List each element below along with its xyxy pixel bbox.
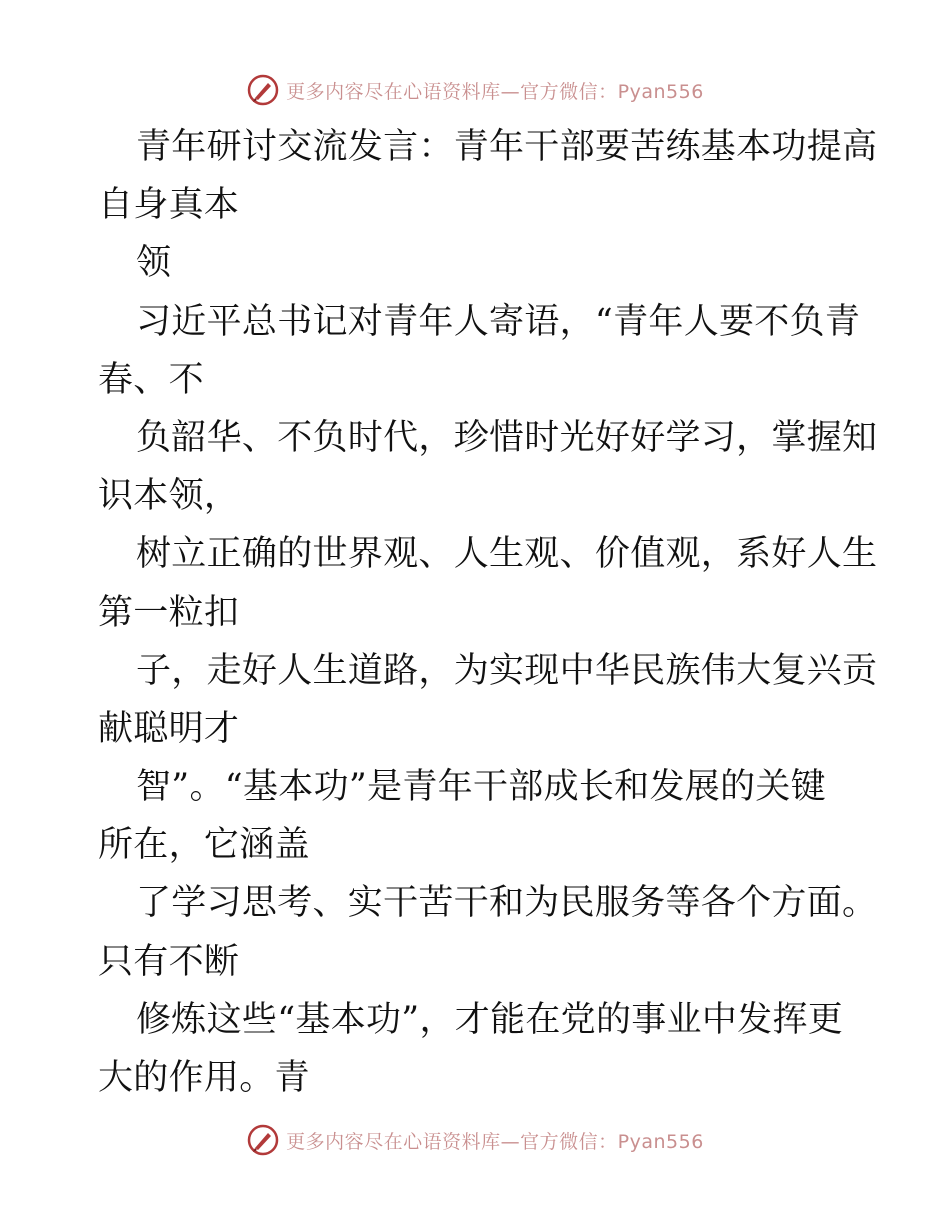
- footer-watermark-banner: [0, 1120, 950, 1160]
- text-line: 大的作用。青: [98, 1058, 310, 1098]
- text-line: 负韶华、不负时代，珍惜时光好好学习，掌握知: [136, 417, 878, 458]
- text-line: 自身真本: [98, 185, 240, 226]
- header-watermark-banner: [0, 70, 950, 110]
- text-line: 了学习思考、实干苦干和为民服务等各个方面。: [136, 883, 878, 924]
- text-line: 修炼这些“基本功”，才能在党的事业中发挥更: [136, 999, 844, 1040]
- text-line: 子，走好人生道路，为实现中华民族伟大复兴贡: [136, 650, 878, 691]
- text-line: 智”。“基本功”是青年干部成长和发展的关键: [136, 767, 826, 808]
- text-line: 青年研讨交流发言：青年干部要苦练基本功提高: [136, 127, 878, 167]
- watermark-text: 更多内容尽在心语资料库—官方微信：Pyan556: [286, 1130, 704, 1153]
- text-line: 第一粒扣: [98, 592, 240, 633]
- text-line: 识本领，: [98, 476, 240, 517]
- document-body: [98, 118, 878, 1107]
- text-line: 献聪明才: [98, 708, 240, 749]
- text-line: 树立正确的世界观、人生观、价值观，系好人生: [136, 534, 878, 575]
- watermark-text: 更多内容尽在心语资料库—官方微信：Pyan556: [286, 80, 704, 103]
- pen-logo-icon: [246, 1123, 280, 1157]
- text-line: 领: [136, 243, 172, 284]
- text-line: 习近平总书记对青年人寄语，“青年人要不负青: [136, 301, 861, 342]
- text-line: 春、不: [98, 359, 204, 400]
- text-line: 所在，它涵盖: [98, 825, 310, 866]
- text-line: 只有不断: [98, 941, 240, 982]
- pen-logo-icon: [246, 73, 280, 107]
